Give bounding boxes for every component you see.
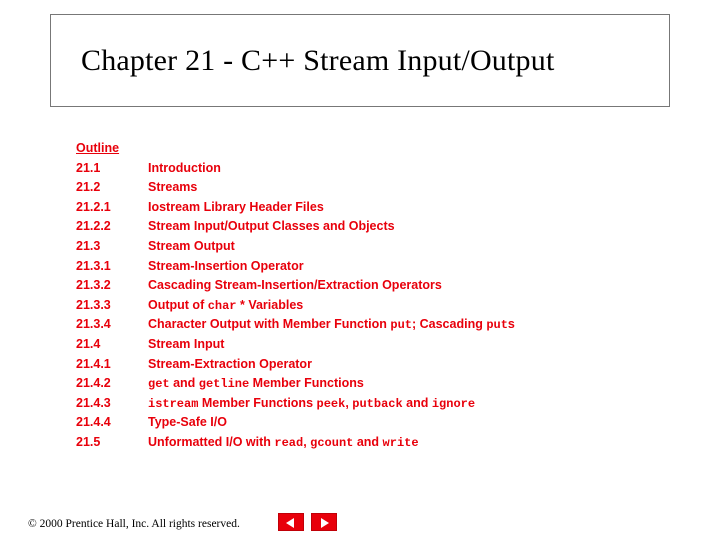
label-text: Stream-Insertion Operator	[148, 258, 304, 273]
outline-item[interactable]	[76, 178, 676, 198]
label-text: ,	[345, 395, 353, 410]
outline-item-number: 21.4.2	[76, 376, 111, 391]
code-token: put	[390, 318, 412, 333]
code-token: write	[382, 435, 419, 450]
code-token: get	[148, 377, 170, 392]
outline-item-number: 21.4.1	[76, 356, 111, 371]
outline-item[interactable]	[76, 257, 676, 277]
label-text: Character Output with Member Function	[148, 317, 391, 332]
outline-item-number: 21.3	[76, 238, 101, 253]
next-slide-button[interactable]	[311, 513, 337, 531]
code-token: istream	[148, 396, 199, 411]
outline-item-number: 21.3.1	[76, 258, 111, 273]
code-token: gcount	[310, 435, 354, 450]
outline-item-label	[148, 376, 364, 390]
label-text: Introduction	[148, 160, 221, 175]
title-box	[50, 14, 670, 107]
label-text: Member Functions	[249, 376, 364, 391]
outline-item-number: 21.3.3	[76, 297, 111, 312]
outline-list	[76, 139, 676, 453]
outline-item-label	[148, 298, 303, 312]
label-text: Cascading Stream-Insertion/Extraction Operators	[148, 278, 442, 293]
outline-rows	[76, 159, 676, 453]
label-text: and	[353, 434, 383, 449]
label-text: Stream Input	[148, 336, 225, 351]
code-token: char	[207, 298, 237, 313]
outline-item-number: 21.4	[76, 336, 101, 351]
label-text: Stream-Extraction Operator	[148, 356, 312, 371]
outline-item-number: 21.3.2	[76, 278, 111, 293]
outline-item-label	[148, 219, 395, 233]
outline-item-label	[148, 239, 235, 253]
outline-item-label	[148, 396, 475, 410]
outline-item[interactable]	[76, 355, 676, 375]
outline-item-number: 21.2.1	[76, 199, 111, 214]
label-text: Output of	[148, 297, 208, 312]
label-text: ,	[303, 434, 311, 449]
outline-item-label	[148, 200, 324, 214]
label-text: Stream Output	[148, 238, 235, 253]
outline-item[interactable]	[76, 237, 676, 257]
outline-item-number: 21.4.4	[76, 415, 111, 430]
label-text: Member Functions	[198, 395, 317, 410]
outline-item[interactable]	[76, 413, 676, 433]
outline-item-number: 21.2	[76, 180, 101, 195]
code-token: read	[274, 435, 304, 450]
code-token: getline	[198, 377, 250, 392]
code-token: put	[486, 318, 508, 333]
triangle-left-icon	[286, 518, 294, 528]
outline-item-label	[148, 337, 224, 351]
code-token: ignore	[431, 396, 476, 411]
outline-item[interactable]	[76, 296, 676, 316]
label-text: Iostream Library Header Files	[148, 199, 324, 214]
outline-item[interactable]	[76, 433, 676, 453]
outline-item[interactable]	[76, 159, 676, 179]
outline-item-number: 21.4.3	[76, 395, 111, 410]
outline-item[interactable]	[76, 198, 676, 218]
label-text: ; Cascading	[411, 317, 487, 332]
label-text: s	[507, 317, 515, 332]
outline-item-label	[148, 415, 227, 429]
outline-item-label	[148, 317, 515, 331]
outline-item-number: 21.2.2	[76, 219, 111, 234]
label-text: Type-Safe I/O	[148, 415, 227, 430]
outline-item[interactable]	[76, 276, 676, 296]
label-text: Streams	[148, 180, 198, 195]
label-text: and	[169, 376, 199, 391]
page-title: Chapter 21 - C++ Stream Input/Output	[81, 44, 555, 77]
label-text: * Variables	[236, 297, 304, 312]
triangle-right-icon	[321, 518, 329, 528]
outline-item-number: 21.3.4	[76, 317, 111, 332]
code-token: putback	[352, 396, 403, 411]
outline-heading: Outline	[76, 141, 120, 155]
outline-item[interactable]	[76, 394, 676, 414]
previous-slide-button[interactable]	[278, 513, 304, 531]
code-token: peek	[316, 396, 346, 411]
navigation-controls	[278, 513, 348, 533]
outline-item-label	[148, 161, 221, 175]
label-text: Stream Input/Output Classes and Objects	[148, 219, 395, 234]
outline-item-label	[148, 259, 304, 273]
outline-item[interactable]	[76, 315, 676, 335]
outline-item[interactable]	[76, 374, 676, 394]
outline-item-number: 21.1	[76, 160, 101, 175]
outline-item-number: 21.5	[76, 434, 101, 449]
outline-item-label	[148, 435, 419, 449]
outline-item[interactable]	[76, 335, 676, 355]
label-text: and	[402, 395, 432, 410]
outline-item-label	[148, 180, 197, 194]
outline-item-label	[148, 278, 442, 292]
label-text: Unformatted I/O with	[148, 434, 275, 449]
copyright-footer: © 2000 Prentice Hall, Inc. All rights reserved.	[28, 518, 240, 530]
outline-item[interactable]	[76, 217, 676, 237]
outline-item-label	[148, 357, 312, 371]
